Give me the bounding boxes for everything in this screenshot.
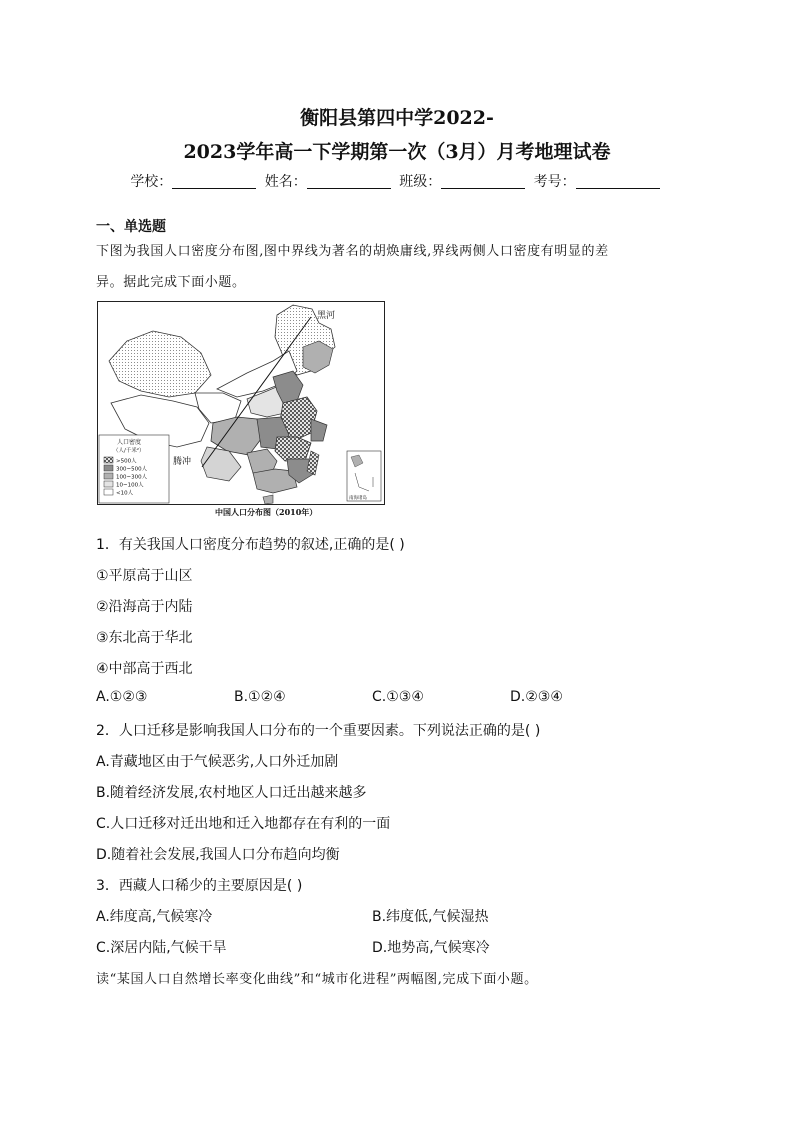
intro-paragraph-2: 读“某国人口自然增长率变化曲线”和“城市化进程”两幅图,完成下面小题。 xyxy=(96,972,538,987)
legend-unit: （人/千米²） xyxy=(113,448,145,454)
intro-paragraph-line2: 异。据此完成下面小题。 xyxy=(96,275,246,290)
name-label: 姓名： xyxy=(264,174,307,190)
student-info-fields xyxy=(0,171,794,191)
label-heihe: 黑河 xyxy=(317,311,336,321)
exam-number-label: 考号： xyxy=(533,174,576,190)
question-1-statement-1: ①平原高于山区 xyxy=(96,568,193,584)
legend-swatch-100-300 xyxy=(104,473,113,479)
question-3-option-c[interactable]: C.深居内陆,气候干旱 xyxy=(96,940,227,956)
question-3-option-d[interactable]: D.地势高,气候寒冷 xyxy=(372,940,490,956)
label-tengchong: 腾冲 xyxy=(173,457,192,467)
legend-label-100-300: 100~300人 xyxy=(116,474,148,481)
legend-label-over-500: >500人 xyxy=(116,458,137,465)
question-1-statement-4: ④中部高于西北 xyxy=(96,661,193,677)
legend-title: 人口密度 xyxy=(117,439,142,446)
intro-paragraph-line1: 下图为我国人口密度分布图,图中界线为著名的胡焕庸线,界线两侧人口密度有明显的差 xyxy=(96,244,609,259)
school-blank[interactable] xyxy=(172,174,256,189)
legend-swatch-under-10 xyxy=(104,489,113,495)
question-3-option-a[interactable]: A.纬度高,气候寒冷 xyxy=(96,909,213,925)
question-1-statement-2: ②沿海高于内陆 xyxy=(96,599,193,615)
class-label: 班级： xyxy=(399,174,442,190)
school-label: 学校： xyxy=(130,174,173,190)
map-caption: 中国人口分布图（2010年） xyxy=(215,507,318,517)
legend-swatch-300-500 xyxy=(104,465,113,471)
question-1-statement-3: ③东北高于华北 xyxy=(96,630,193,646)
class-blank[interactable] xyxy=(441,174,525,189)
legend-label-300-500: 300~500人 xyxy=(116,466,148,473)
question-1-option-d[interactable]: D.②③④ xyxy=(510,689,563,705)
section-title: 一、单选题 xyxy=(96,219,166,235)
question-3-stem: 3．西藏人口稀少的主要原因是( ) xyxy=(96,878,303,894)
question-2-option-a[interactable]: A.青藏地区由于气候恶劣,人口外迁加剧 xyxy=(96,754,339,770)
question-3-option-b[interactable]: B.纬度低,气候湿热 xyxy=(372,909,489,925)
legend-label-under-10: <10人 xyxy=(116,490,134,497)
question-2-option-b[interactable]: B.随着经济发展,农村地区人口迁出越来越多 xyxy=(96,785,367,801)
inset-label: 南海诸岛 xyxy=(349,496,367,501)
exam-title-line2: 2023学年高一下学期第一次（3月）月考地理试卷 xyxy=(183,141,611,163)
legend-swatch-over-500 xyxy=(104,457,113,463)
question-2-option-d[interactable]: D.随着社会发展,我国人口分布趋向均衡 xyxy=(96,847,340,863)
question-1-stem: 1．有关我国人口密度分布趋势的叙述,正确的是( ) xyxy=(96,537,405,553)
question-1-option-b[interactable]: B.①②④ xyxy=(234,689,286,705)
china-population-density-map xyxy=(97,301,385,517)
legend-label-10-100: 10~100人 xyxy=(116,482,144,489)
name-blank[interactable] xyxy=(307,174,391,189)
exam-title-line1: 衡阳县第四中学2022- xyxy=(300,107,494,129)
question-2-stem: 2．人口迁移是影响我国人口分布的一个重要因素。下列说法正确的是( ) xyxy=(96,723,541,739)
question-1-option-c[interactable]: C.①③④ xyxy=(372,689,424,705)
legend-swatch-10-100 xyxy=(104,481,113,487)
exam-number-blank[interactable] xyxy=(576,174,660,189)
question-2-option-c[interactable]: C.人口迁移对迁出地和迁入地都存在有利的一面 xyxy=(96,816,391,832)
question-1-option-a[interactable]: A.①②③ xyxy=(96,689,148,705)
